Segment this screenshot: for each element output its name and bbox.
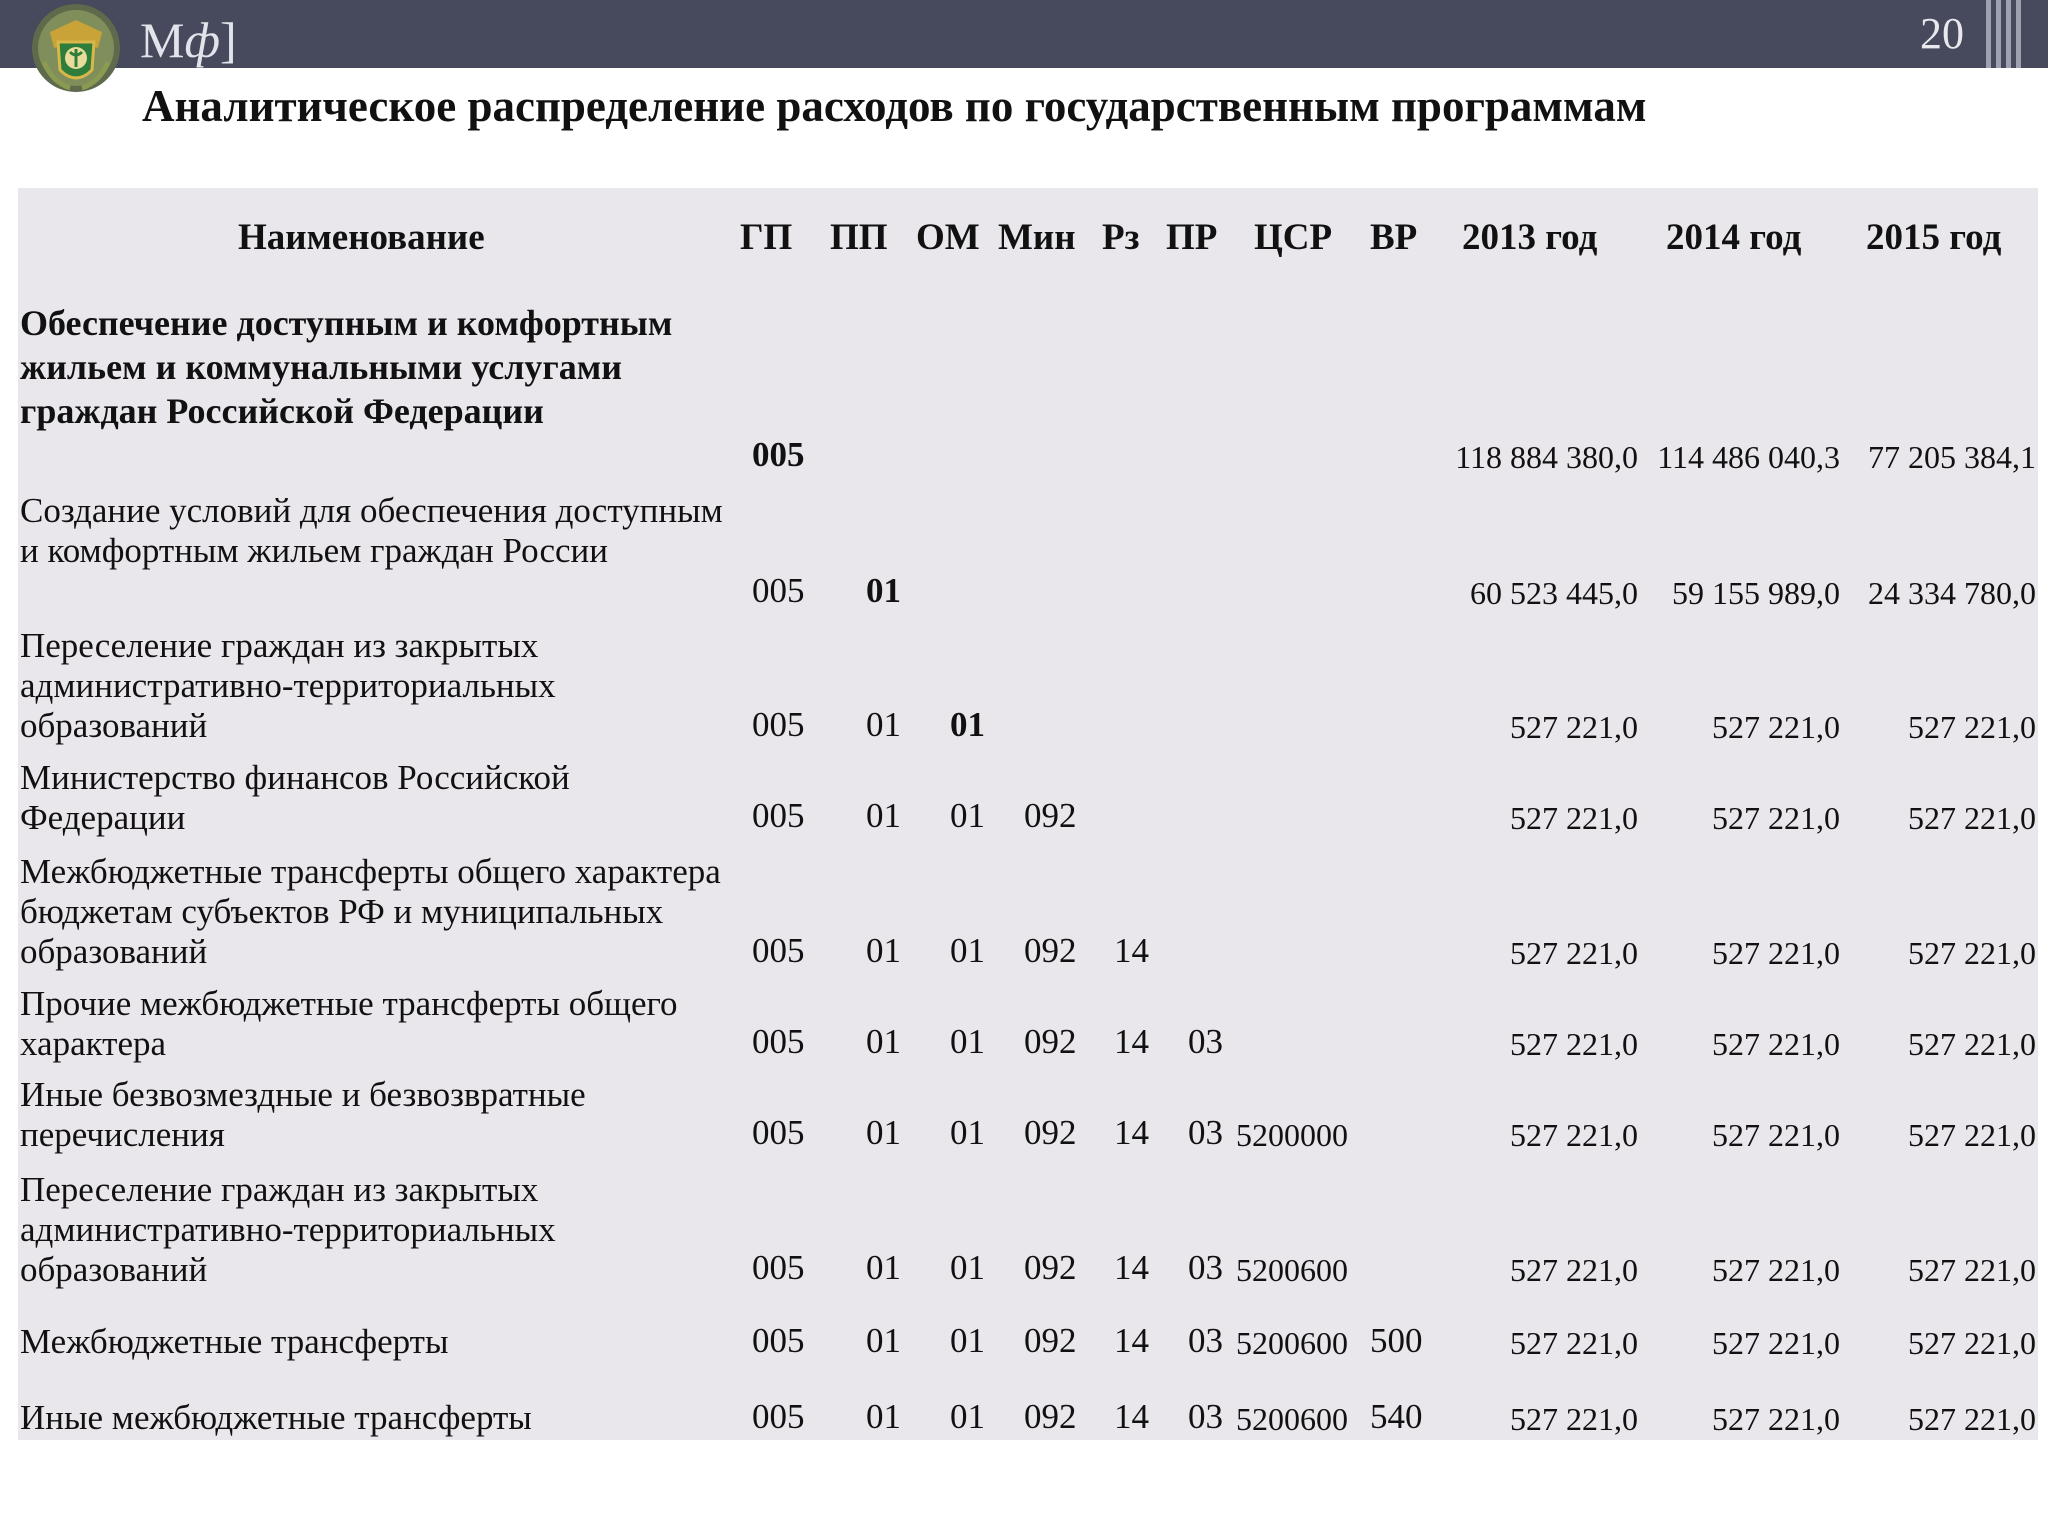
cell-vr: 540 — [1370, 1397, 1423, 1436]
cell-gp: 005 — [752, 435, 805, 474]
cell-pp: 01 — [866, 1113, 901, 1152]
cell-om: 01 — [950, 1248, 985, 1287]
cell-min: 092 — [1024, 796, 1077, 835]
row-name: Обеспечение доступным и комфортным жильем и коммунальными услугами граждан Российской Федерации — [20, 303, 673, 431]
cell-min: 092 — [1024, 1321, 1077, 1360]
row-name: Межбюджетные трансферты общего характера бюджетам субъектов РФ и муниципальных образований — [20, 852, 721, 971]
column-header-name: Наименование — [238, 217, 485, 258]
cell-2013: 527 221,0 — [1510, 935, 1638, 971]
cell-2013: 527 221,0 — [1510, 1026, 1638, 1062]
cell-min: 092 — [1024, 1113, 1077, 1152]
cell-2013: 527 221,0 — [1510, 1325, 1638, 1361]
cell-rz: 14 — [1114, 1022, 1149, 1061]
cell-min: 092 — [1024, 1022, 1077, 1061]
cell-csr: 5200000 — [1236, 1117, 1348, 1153]
cell-2015: 527 221,0 — [1908, 1026, 2036, 1062]
column-header-rz: Рз — [1102, 217, 1140, 258]
cell-rz: 14 — [1114, 1113, 1149, 1152]
column-header-2014: 2014 год — [1666, 217, 1802, 258]
cell-2013: 118 884 380,0 — [1455, 439, 1638, 475]
row-name: Министерство финансов Российской Федерации — [20, 758, 570, 837]
cell-2013: 527 221,0 — [1510, 800, 1638, 836]
column-header-om: ОМ — [916, 217, 980, 258]
brand-logo: Мф] — [140, 12, 237, 68]
cell-om: 01 — [950, 1397, 985, 1436]
cell-2013: 527 221,0 — [1510, 1117, 1638, 1153]
row-name: Переселение граждан из закрытых административно-территориальных образований — [20, 1170, 556, 1289]
slide-header-bar — [0, 0, 2048, 68]
cell-rz: 14 — [1114, 1397, 1149, 1436]
column-header-gp: ГП — [740, 217, 793, 258]
cell-pp: 01 — [866, 931, 901, 970]
cell-pr: 03 — [1188, 1113, 1223, 1152]
cell-pr: 03 — [1188, 1397, 1223, 1436]
cell-2014: 59 155 989,0 — [1672, 575, 1840, 611]
header-stripe — [2006, 0, 2011, 68]
row-name: Создание условий для обеспечения доступным и комфортным жильем граждан России — [20, 491, 723, 570]
cell-om: 01 — [950, 1113, 985, 1152]
cell-pp: 01 — [866, 571, 901, 610]
cell-pp: 01 — [866, 1022, 901, 1061]
cell-rz: 14 — [1114, 931, 1149, 970]
column-header-pr: ПР — [1166, 217, 1218, 258]
cell-csr: 5200600 — [1236, 1401, 1348, 1437]
cell-2014: 527 221,0 — [1712, 1401, 1840, 1437]
cell-min: 092 — [1024, 1397, 1077, 1436]
cell-2015: 527 221,0 — [1908, 709, 2036, 745]
cell-pp: 01 — [866, 1321, 901, 1360]
cell-gp: 005 — [752, 931, 805, 970]
column-header-2013: 2013 год — [1462, 217, 1598, 258]
cell-gp: 005 — [752, 1113, 805, 1152]
cell-vr: 500 — [1370, 1321, 1423, 1360]
cell-pp: 01 — [866, 1397, 901, 1436]
column-header-pp: ПП — [830, 217, 888, 258]
cell-2015: 77 205 384,1 — [1868, 439, 2036, 475]
cell-pp: 01 — [866, 705, 901, 744]
cell-2014: 527 221,0 — [1712, 800, 1840, 836]
cell-pr: 03 — [1188, 1248, 1223, 1287]
cell-2015: 527 221,0 — [1908, 1401, 2036, 1437]
cell-2015: 527 221,0 — [1908, 800, 2036, 836]
cell-2014: 527 221,0 — [1712, 1026, 1840, 1062]
row-name: Межбюджетные трансферты — [20, 1322, 449, 1361]
cell-2013: 527 221,0 — [1510, 1252, 1638, 1288]
row-name: Прочие межбюджетные трансферты общего характера — [20, 984, 678, 1063]
cell-gp: 005 — [752, 1321, 805, 1360]
cell-gp: 005 — [752, 796, 805, 835]
cell-csr: 5200600 — [1236, 1325, 1348, 1361]
ministry-emblem-icon — [30, 2, 122, 96]
cell-2015: 527 221,0 — [1908, 1252, 2036, 1288]
column-header-min: Мин — [998, 217, 1076, 258]
cell-gp: 005 — [752, 1248, 805, 1287]
cell-min: 092 — [1024, 931, 1077, 970]
cell-gp: 005 — [752, 571, 805, 610]
cell-gp: 005 — [752, 1397, 805, 1436]
cell-2014: 114 486 040,3 — [1657, 439, 1840, 475]
column-header-vr: ВР — [1370, 217, 1418, 258]
cell-2013: 60 523 445,0 — [1470, 575, 1638, 611]
cell-gp: 005 — [752, 705, 805, 744]
slide-title: Аналитическое распределение расходов по государственным программам — [142, 81, 1647, 131]
cell-gp: 005 — [752, 1022, 805, 1061]
cell-min: 092 — [1024, 1248, 1077, 1287]
cell-rz: 14 — [1114, 1321, 1149, 1360]
cell-2014: 527 221,0 — [1712, 1252, 1840, 1288]
cell-2013: 527 221,0 — [1510, 709, 1638, 745]
header-stripe — [2016, 0, 2021, 68]
cell-2014: 527 221,0 — [1712, 709, 1840, 745]
header-stripe — [1996, 0, 2001, 68]
cell-2014: 527 221,0 — [1712, 935, 1840, 971]
cell-om: 01 — [950, 1022, 985, 1061]
cell-2015: 527 221,0 — [1908, 1117, 2036, 1153]
cell-2014: 527 221,0 — [1712, 1325, 1840, 1361]
cell-2013: 527 221,0 — [1510, 1401, 1638, 1437]
cell-pr: 03 — [1188, 1022, 1223, 1061]
slide-number: 20 — [1920, 9, 1964, 58]
cell-pp: 01 — [866, 796, 901, 835]
cell-rz: 14 — [1114, 1248, 1149, 1287]
cell-om: 01 — [950, 796, 985, 835]
cell-om: 01 — [950, 705, 985, 744]
header-stripe — [1986, 0, 1991, 68]
column-header-csr: ЦСР — [1254, 217, 1333, 258]
cell-om: 01 — [950, 1321, 985, 1360]
cell-pr: 03 — [1188, 1321, 1223, 1360]
cell-om: 01 — [950, 931, 985, 970]
row-name: Переселение граждан из закрытых административно-территориальных образований — [20, 626, 556, 745]
cell-2015: 24 334 780,0 — [1868, 575, 2036, 611]
row-name: Иные межбюджетные трансферты — [20, 1398, 532, 1437]
cell-pp: 01 — [866, 1248, 901, 1287]
cell-2015: 527 221,0 — [1908, 1325, 2036, 1361]
column-header-2015: 2015 год — [1866, 217, 2002, 258]
cell-2015: 527 221,0 — [1908, 935, 2036, 971]
row-name: Иные безвозмездные и безвозвратные перечисления — [20, 1075, 586, 1154]
cell-2014: 527 221,0 — [1712, 1117, 1840, 1153]
cell-csr: 5200600 — [1236, 1252, 1348, 1288]
